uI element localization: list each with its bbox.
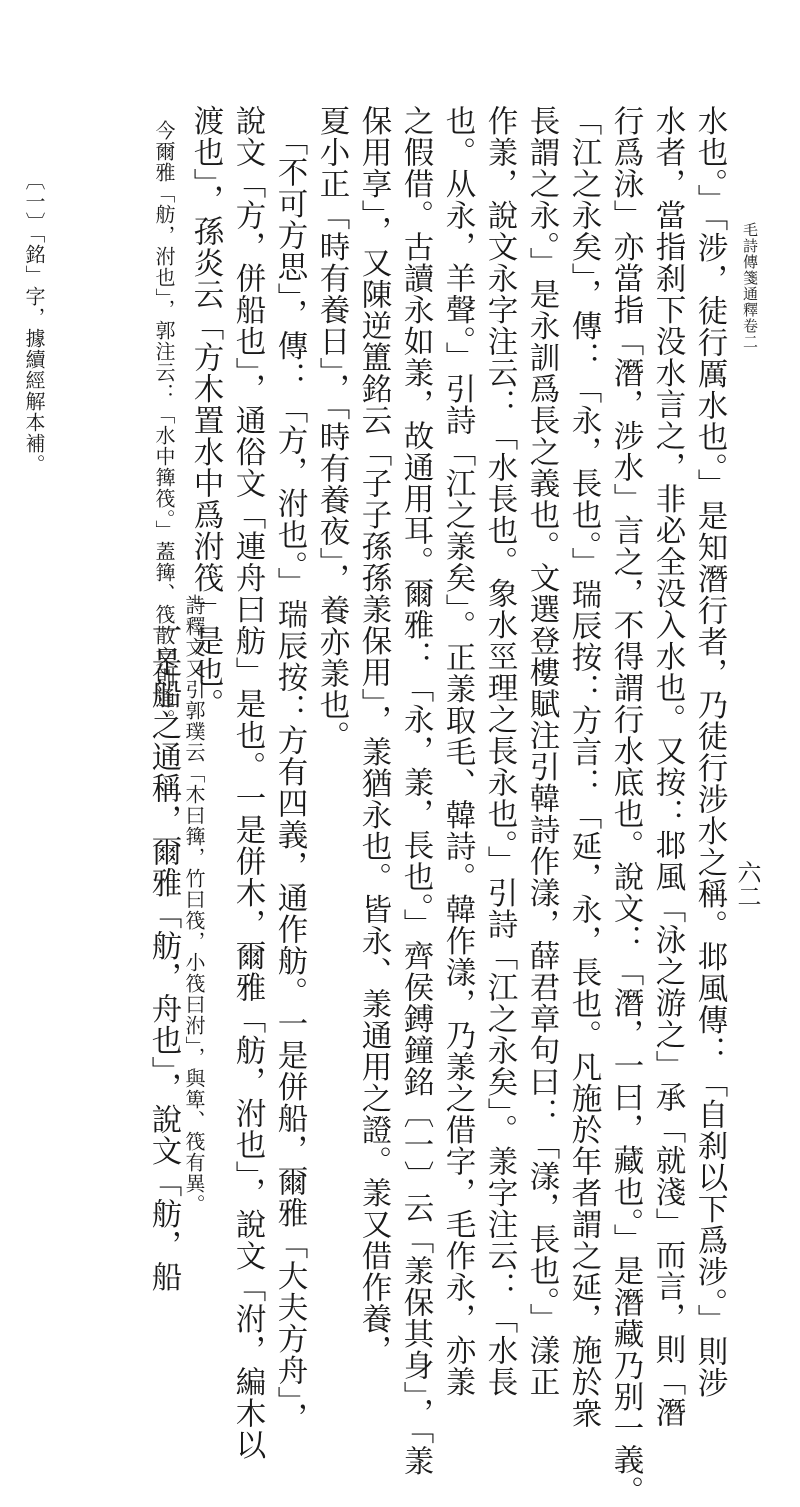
text-column-5: 長謂之永。」是永訓爲長之義也。文選登樓賦注引韓詩作漾，薛君章句曰：「漾，長也。」漾正 <box>524 105 559 1398</box>
text-column-6: 作羕，說文永字注云：「水長也。象水巠理之長永也。」引詩「江之永矣」。羕字注云：「水長 <box>482 105 517 1398</box>
text-column-9: 保用享」，又陳逆簠銘云「子子孫孫羕保用」，羕猶永也。皆永、羕通用之證。羕又借作養， <box>356 105 391 1366</box>
text-column-11: 「不可方思」，傳：「方，泭也。」瑞辰按：方有四義，通作舫。一是併船，爾雅「大夫方舟」， <box>272 125 307 1434</box>
text-column-4: 「江之永矣」，傳：「永，長也。」瑞辰按：方言：「延，永，長也。凡施於年者謂之延，施於衆 <box>566 105 601 1429</box>
text-column-12: 說文「方，併船也」，通俗文「連舟曰舫」是也。一是併木，爾雅「舫，泭也」，說文「泭，編木以 <box>230 105 265 1461</box>
page-number: 六二 <box>733 860 761 908</box>
text-column-3: 行爲泳」亦當指「潛，涉水」言之，不得謂行水底也。說文：「潛，一曰，藏也。」是潛藏乃别一義。 <box>608 105 643 1507</box>
text-column-14: 一是船之通稱，爾雅「舫，舟也」，說文「舫，船 <box>146 615 181 1293</box>
text-column-8: 之假借。古讀永如羕，故通用耳。爾雅：「永，羕，長也。」齊侯鎛鐘銘〔一〕云「羕保其身」，「羕 <box>398 105 433 1477</box>
note-column-2: 今爾雅「舫，泭也」，郭注云：「水中篺筏。」蓋篺、筏散文則通。 <box>152 120 176 730</box>
text-column-10: 夏小正「時有養日」，「時有養夜」，養亦羕也。 <box>314 105 349 753</box>
text-column-1: 水也。」「涉，徒行厲水也。」是知潛行者，乃徒行涉水之稱。邶風傳：「自刹以下爲涉。」則涉 <box>692 105 727 1399</box>
footnote: 〔一〕「銘」字，據續經解本補。 <box>22 170 46 475</box>
running-header: 毛詩傳箋通釋卷二 <box>741 222 759 350</box>
text-column-13: 渡也」，孫炎云「方木置水中爲泭筏」是也。 <box>188 105 223 720</box>
note-column-1: 詩釋文又引郭璞云「木曰篺，竹曰筏，小筏曰泭」，與箄、筏有異。 <box>182 595 206 1215</box>
text-column-7: 也。从永，羊聲。」引詩「江之羕矣」。正羕取毛、韓詩。韓作漾，乃羕之借字，毛作永，亦羕 <box>440 105 475 1398</box>
text-column-2: 水者，當指刹下没水言之，非必全没入水也。又按：邶風「泳之游之」承「就淺」而言，則「潛 <box>650 105 685 1428</box>
